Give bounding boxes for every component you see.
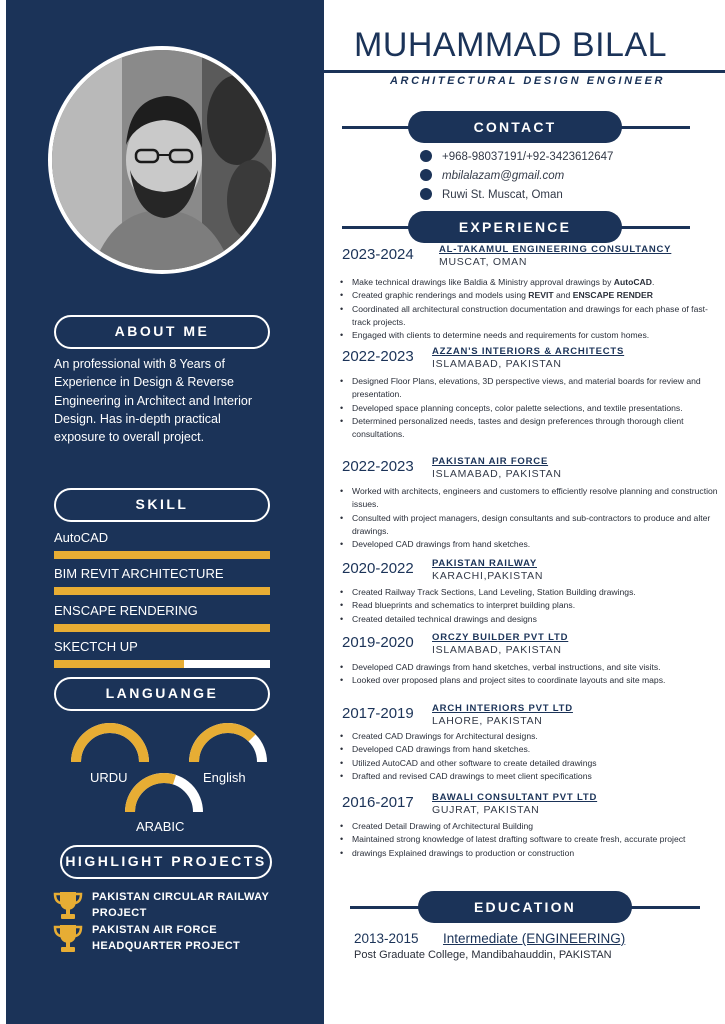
- project-item: [52, 922, 282, 956]
- skill-heading: SKILL: [54, 488, 270, 522]
- language-heading: LANGUANGE: [54, 677, 270, 711]
- job-location: ISLAMABAD, PAKISTAN: [432, 358, 562, 370]
- job-bullet: • drawings Explained drawings to production or construction: [340, 847, 724, 860]
- language-label: ARABIC: [136, 819, 185, 834]
- job-location: ISLAMABAD, PAKISTAN: [432, 468, 562, 480]
- skill-name: BIM REVIT ARCHITECTURE: [54, 566, 224, 581]
- job-bullet: • Developed space planning concepts, color palette selections, and textile presentations.: [340, 402, 724, 415]
- job-bullets: [340, 375, 724, 441]
- job-location: MUSCAT, OMAN: [439, 256, 528, 268]
- job-bullets: [340, 661, 724, 688]
- gauge-fill: [76, 728, 144, 762]
- job-location: KARACHI,PAKISTAN: [432, 570, 544, 582]
- job-bullet: • Looked over proposed plans and project sites to coordinate layouts and site maps.: [340, 674, 724, 687]
- job-company: BAWALI CONSULTANT PVT LTD: [432, 792, 598, 803]
- job-bullet: • Designed Floor Plans, elevations, 3D perspective views, and material boards for review and presentation.: [340, 375, 724, 402]
- job-bullet: • Developed CAD drawings from hand sketches.: [340, 538, 724, 551]
- job-bullet: • Created Railway Track Sections, Land Leveling, Station Building drawings.: [340, 586, 724, 599]
- language-label: URDU: [90, 770, 128, 785]
- skill-item: [54, 639, 270, 668]
- gauge-fill: [194, 728, 252, 762]
- language-gauge: [70, 722, 150, 766]
- job-years: 2017-2019: [342, 705, 414, 722]
- phone-text: +968-98037191/+92-3423612647: [442, 151, 614, 163]
- job-company: AL-TAKAMUL ENGINEERING CONSULTANCY: [439, 244, 672, 255]
- education-years: 2013-2015: [354, 931, 419, 946]
- language-gauge: [124, 772, 204, 816]
- skill-name: AutoCAD: [54, 530, 109, 545]
- job-bullet: • Created detailed technical drawings and designs: [340, 613, 724, 626]
- profile-photo-frame: [48, 46, 276, 274]
- job-bullet: • Coordinated all architectural construction documentation and drawings for each phase of fast-track projects.: [340, 303, 724, 330]
- sidebar: [6, 0, 324, 1024]
- skill-item: [54, 566, 270, 595]
- job-bullets: [340, 730, 724, 783]
- language-gauge: [188, 722, 268, 766]
- job-years: 2019-2020: [342, 634, 414, 651]
- profile-photo-image: [52, 50, 272, 270]
- job-years: 2016-2017: [342, 794, 414, 811]
- job-location: GUJRAT, PAKISTAN: [432, 804, 540, 816]
- projects-heading: HIGHLIGHT PROJECTS: [60, 845, 272, 879]
- project-line: PAKISTAN CIRCULAR RAILWAY: [92, 891, 270, 903]
- job-bullet: • Worked with architects, engineers and customers to efficiently resolve planning and construction issues.: [340, 485, 724, 512]
- job-company: PAKISTAN RAILWAY: [432, 558, 537, 569]
- candidate-name: MUHAMMAD BILAL: [354, 26, 668, 64]
- job-company: ARCH INTERIORS PVT LTD: [432, 703, 573, 714]
- job-bullet: • Drafted and revised CAD drawings to meet client specifications: [340, 770, 724, 783]
- email-text[interactable]: mbilalazam@gmail.com: [442, 170, 565, 182]
- education-degree: Intermediate (ENGINEERING): [443, 931, 626, 946]
- address-text: Ruwi St. Muscat, Oman: [442, 189, 563, 201]
- job-bullet: • Created graphic renderings and models using REVIT and ENSCAPE RENDER: [340, 289, 724, 302]
- skill-item: [54, 530, 270, 559]
- project-text: [92, 889, 269, 921]
- name-divider: [324, 70, 725, 73]
- job-years: 2023-2024: [342, 246, 414, 263]
- job-bullet: • Created CAD Drawings for Architectural designs.: [340, 730, 724, 743]
- project-line: PAKISTAN AIR FORCE: [92, 924, 217, 936]
- skill-item: [54, 603, 270, 632]
- education-school: Post Graduate College, Mandibahauddin, PAKISTAN: [354, 949, 612, 961]
- skill-name: SKECTCH UP: [54, 639, 138, 654]
- skill-bar-fill: [54, 587, 270, 595]
- experience-heading: EXPERIENCE: [408, 211, 622, 243]
- contact-email[interactable]: [420, 168, 564, 184]
- language-label: English: [203, 770, 246, 785]
- job-location: ISLAMABAD, PAKISTAN: [432, 644, 562, 656]
- job-years: 2022-2023: [342, 348, 414, 365]
- skill-name: ENSCAPE RENDERING: [54, 603, 198, 618]
- gauge-fill: [130, 778, 175, 812]
- skill-bar: [54, 587, 270, 595]
- job-bullet: • Consulted with project managers, design consultants and sub-contractors to produce and alter drawings.: [340, 512, 724, 539]
- job-title: ARCHITECTURAL DESIGN ENGINEER: [390, 75, 666, 87]
- skill-bar-fill: [54, 551, 270, 559]
- job-company: PAKISTAN AIR FORCE: [432, 456, 549, 467]
- job-bullet: • Engaged with clients to determine needs and requirements for custom homes.: [340, 329, 724, 342]
- skill-bar: [54, 660, 270, 668]
- skill-bar: [54, 624, 270, 632]
- education-heading: EDUCATION: [418, 891, 632, 923]
- phone-icon: [420, 150, 432, 162]
- job-bullet: • Read blueprints and schematics to interpret building plans.: [340, 599, 724, 612]
- about-text: An professional with 8 Years of Experience in Design & Reverse Engineering in Architect and Interior Design. Has in-depth practical exposure to overall project.: [54, 357, 253, 445]
- contact-address: [420, 187, 563, 203]
- project-line: PROJECT: [92, 907, 147, 919]
- job-bullet: • Maintained strong knowledge of latest drafting software to create fresh, accurate project: [340, 833, 724, 846]
- skill-bar: [54, 551, 270, 559]
- trophy-icon: [52, 889, 84, 921]
- job-years: 2020-2022: [342, 560, 414, 577]
- job-years: 2022-2023: [342, 458, 414, 475]
- job-company: ORCZY BUILDER PVT LTD: [432, 632, 569, 643]
- job-bullet: • Created Detail Drawing of Architectural Building: [340, 820, 724, 833]
- project-text: [92, 922, 240, 954]
- job-bullets: [340, 586, 724, 626]
- job-bullets: [340, 485, 724, 551]
- project-item: [52, 889, 282, 923]
- job-bullet: • Make technical drawings like Baldia & Ministry approval drawings by AutoCAD.: [340, 276, 724, 289]
- email-icon: [420, 169, 432, 181]
- trophy-icon: [52, 922, 84, 954]
- job-company: AZZAN'S INTERIORS & ARCHITECTS: [432, 346, 625, 357]
- job-bullet: • Determined personalized needs, tastes and design preferences through thorough client consultations.: [340, 415, 724, 442]
- job-bullet: • Utilized AutoCAD and other software to create detailed drawings: [340, 757, 724, 770]
- skill-bar-fill: [54, 660, 184, 668]
- project-line: HEADQUARTER PROJECT: [92, 940, 241, 952]
- location-pin-icon: [420, 188, 432, 200]
- skill-bar-fill: [54, 624, 270, 632]
- about-heading: ABOUT ME: [54, 315, 270, 349]
- profile-photo: [52, 50, 272, 270]
- job-bullet: • Developed CAD drawings from hand sketches.: [340, 743, 724, 756]
- job-bullet: • Developed CAD drawings from hand sketches, verbal instructions, and site visits.: [340, 661, 724, 674]
- contact-phone: [420, 149, 613, 165]
- contact-heading: CONTACT: [408, 111, 622, 143]
- job-bullets: [340, 820, 724, 860]
- job-location: LAHORE, PAKISTAN: [432, 715, 543, 727]
- job-bullets: [340, 276, 724, 342]
